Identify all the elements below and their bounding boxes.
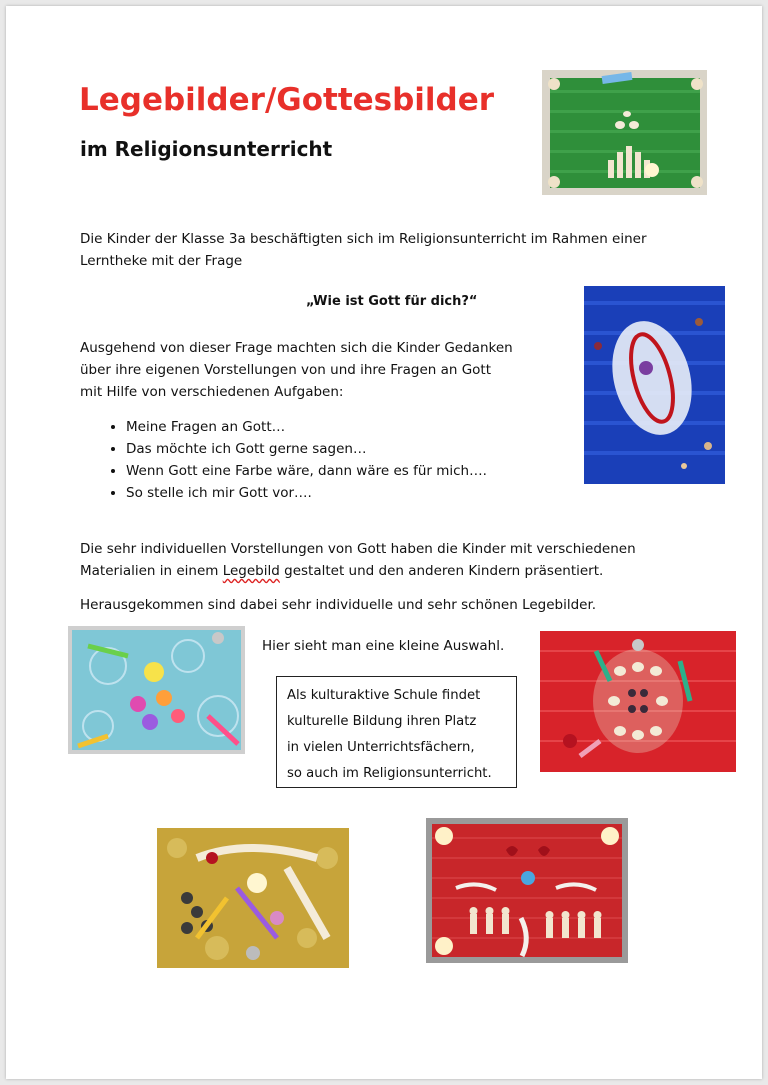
callout-line: kulturelle Bildung ihren Platz [287,714,477,729]
intro-paragraph [80,228,647,272]
document-page [6,6,762,1079]
question-heading: „Wie ist Gott für dich?“ [306,294,478,309]
task-item: • So stelle ich mir Gott vor…. [126,482,487,504]
task-item: • Das möchte ich Gott gerne sagen… [126,438,487,460]
photo-holographic-legebild [68,626,245,754]
para2-line-3: mit Hilfe von verschiedenen Aufgaben: [80,384,344,400]
task-item: • Meine Fragen an Gott… [126,416,487,438]
callout-line: so auch im Religionsunterricht. [287,766,492,781]
result-paragraph: Herausgekommen sind dabei sehr individuelle und sehr schönen Legebilder. [80,597,597,613]
intro-line-1: Die Kinder der Klasse 3a beschäftigten sich im Religionsunterricht im Rahmen einer [80,231,647,247]
callout-line: Als kulturaktive Schule findet [287,688,481,703]
photo-blue-legebild [584,286,725,484]
para3-line-2-pre: Materialien in einem [80,563,223,579]
materials-paragraph [80,538,636,582]
page-subtitle: im Religionsunterricht [80,137,333,161]
para2-line-2: über ihre eigenen Vorstellungen von und ihre Fragen an Gott [80,362,492,378]
photo-caption: Hier sieht man eine kleine Auswahl. [262,638,505,654]
photo-red-figures-legebild [426,818,628,963]
spellcheck-word: Legebild [222,563,280,579]
intro-line-2: Lerntheke mit der Frage [80,253,243,269]
page-title: Legebilder/Gottesbilder [79,82,495,118]
culture-callout-box [276,676,517,788]
para2-line-1: Ausgehend von dieser Frage machten sich die Kinder Gedanken [80,340,513,356]
para3-line-1: Die sehr individuellen Vorstellungen von Gott haben die Kinder mit verschiedenen [80,541,636,557]
intro-paragraph-2 [80,337,513,403]
task-item: • Wenn Gott eine Farbe wäre, dann wäre es für mich…. [126,460,487,482]
photo-gold-legebild [157,828,349,968]
photo-red-mandala-legebild [540,631,736,772]
task-list [104,416,487,504]
callout-line: in vielen Unterrichtsfächern, [287,740,475,755]
photo-green-legebild [542,70,707,195]
para3-line-2-post: gestaltet und den anderen Kindern präsentiert. [279,563,604,579]
